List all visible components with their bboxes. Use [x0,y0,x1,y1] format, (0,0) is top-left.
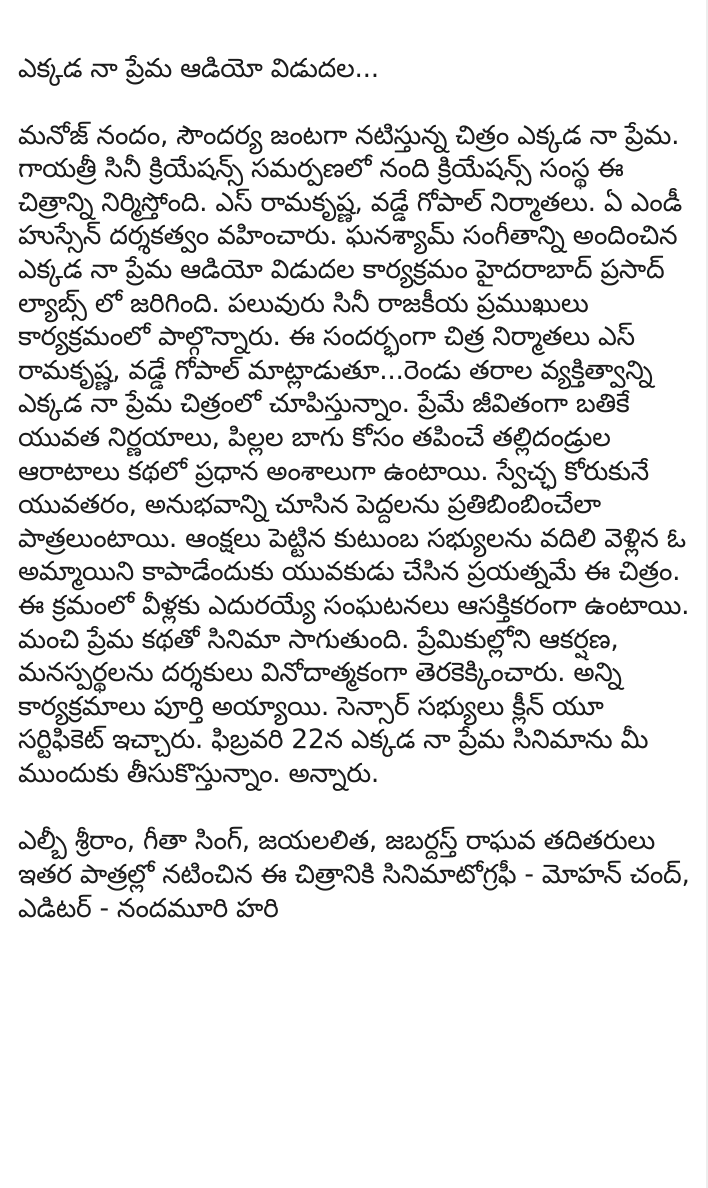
article-paragraph-2: ఎల్బీ శ్రీరాం, గీతా సింగ్, జయలలిత, జబర్దస్త్ రాఘవ తదితరులు ఇతర పాత్రల్లో నటించిన ఈ చిత్రానికి సినిమాటోగ్రఫీ - మోహన్ చంద్, ఎడిటర్ - నందమూరి హరి [18,825,690,924]
article-paragraph-1: మనోజ్ నందం, సౌందర్య జంటగా నటిస్తున్న చిత్రం ఎక్కడ నా ప్రేమ. గాయత్రీ సినీ క్రియేషన్స్ సమర్పణలో నంది క్రియేషన్స్ సంస్థ ఈ చిత్రాన్ని నిర్మిస్తోంది. ఎస్ రామకృష్ణ, వడ్డే గోపాల్ నిర్మాతలు. ఏ ఎండీ హుస్సేన్ దర్శకత్వం వహించారు. ఘనశ్యామ్ సంగీతాన్ని అందించిన ఎక్కడ నా ప్రేమ ఆడియో విడుదల కార్యక్రమం హైదరాబాద్ ప్రసాద్ ల్యాబ్స్ లో జరిగింది. పలువురు సినీ రాజకీయ ప్రముఖులు కార్యక్రమంలో పాల్గొన్నారు. ఈ సందర్భంగా చిత్ర నిర్మాతలు ఎస్ రామకృష్ణ, వడ్డే గోపాల్ మాట్లాడుతూ...రెండు తరాల వ్యక్తిత్వాన్ని ఎక్కడ నా ప్రేమ చిత్రంలో చూపిస్తున్నాం. ప్రేమే జీవితంగా బతికే యువత నిర్ణయాలు, పిల్లల బాగు కోసం తపించే తల్లిదండ్రుల ఆరాటాలు కథలో ప్రధాన అంశాలుగా ఉంటాయి. స్వేచ్ఛ కోరుకునే యువతరం, అనుభవాన్ని చూసిన పెద్దలను ప్రతిబింబించేలా పాత్రలుంటాయి. ఆంక్షలు పెట్టిన కుటుంబ సభ్యులను వదిలి వెళ్లిన ఓ అమ్మాయిని కాపాడేందుకు యువకుడు చేసిన ప్రయత్నమే ఈ చిత్రం. ఈ క్రమంలో వీళ్లకు ఎదురయ్యే సంఘటనలు ఆసక్తికరంగా ఉంటాయి. మంచి ప్రేమ కథతో సినిమా సాగుతుంది. ప్రేమికుల్లోని ఆకర్షణ, మనస్పర్థలను దర్శకులు వినోదాత్మకంగా తెరకెక్కించారు. అన్ని కార్యక్రమాలు పూర్తి అయ్యాయి. సెన్సార్ సభ్యులు క్లీన్ యూ సర్టిఫికెట్ ఇచ్చారు. ఫిబ్రవరి 22న ఎక్కడ నా ప్రేమ సినిమాను మీ ముందుకు తీసుకొస్తున్నాం. అన్నారు. [18,119,690,789]
article-title: ఎక్కడ నా ప్రేమ ఆడియో విడుదల... [18,53,379,84]
